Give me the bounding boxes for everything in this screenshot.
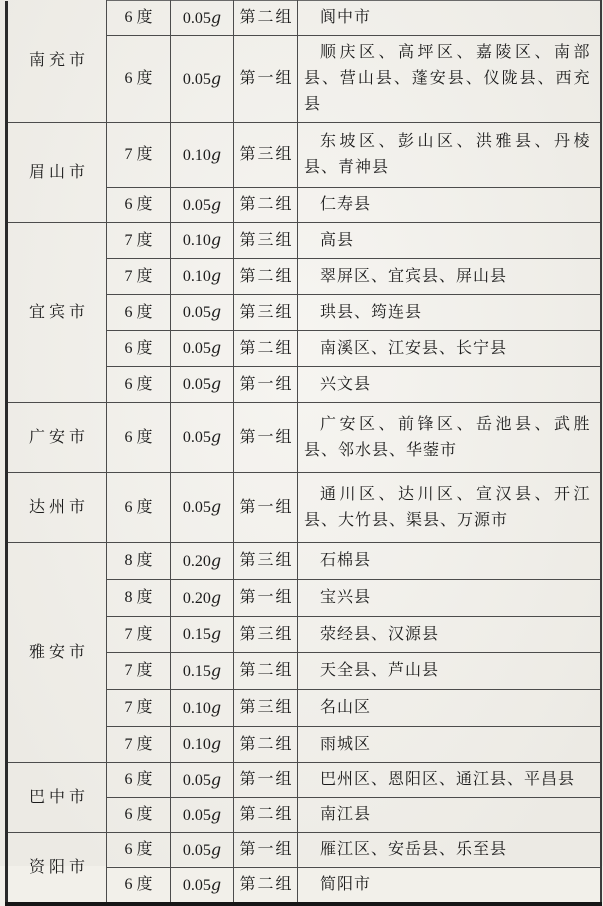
- acceleration-cell: [171, 403, 234, 473]
- table-row: [7, 833, 601, 868]
- acceleration-unit: g: [210, 230, 222, 249]
- intensity-cell: 6 度: [107, 367, 171, 403]
- areas-cell: 荥经县、汉源县: [298, 617, 601, 653]
- acceleration-value: 0.05: [182, 376, 211, 393]
- city-cell: 巴中市: [7, 763, 107, 833]
- group-cell: 第二组: [234, 259, 298, 295]
- acceleration-value: 0.20: [182, 589, 211, 607]
- acceleration-value: 0.15: [182, 626, 211, 643]
- acceleration-cell: [171, 543, 234, 580]
- areas-cell: 高县: [298, 223, 601, 259]
- acceleration-cell: [171, 295, 234, 331]
- acceleration-value: 0.10: [182, 232, 211, 249]
- acceleration-unit: g: [210, 804, 222, 824]
- group-cell: 第三组: [234, 690, 298, 727]
- areas-cell: 天全县、芦山县: [298, 653, 601, 690]
- acceleration-value: 0.05: [182, 429, 211, 446]
- acceleration-cell: [171, 868, 234, 905]
- acceleration-value: 0.20: [182, 552, 211, 570]
- table-row: [7, 1, 601, 36]
- acceleration-value: 0.10: [182, 146, 211, 164]
- group-cell: 第一组: [234, 580, 298, 617]
- acceleration-cell: [171, 798, 234, 833]
- acceleration-unit: g: [210, 427, 222, 446]
- group-cell: 第二组: [234, 331, 298, 367]
- group-cell: 第二组: [234, 798, 298, 833]
- areas-cell: 南溪区、江安县、长宁县: [298, 331, 601, 367]
- acceleration-value: 0.05: [182, 876, 211, 894]
- acceleration-unit: g: [210, 587, 222, 607]
- acceleration-cell: [171, 223, 234, 259]
- acceleration-value: 0.05: [182, 499, 211, 516]
- acceleration-unit: g: [210, 697, 222, 717]
- areas-cell: 简阳市: [298, 868, 601, 905]
- seismic-zoning-table: [5, 0, 602, 906]
- areas-cell: 石棉县: [298, 543, 601, 580]
- acceleration-unit: g: [210, 338, 222, 357]
- intensity-cell: 7 度: [107, 123, 171, 188]
- areas-cell: 仁寿县: [298, 188, 601, 223]
- acceleration-value: 0.10: [182, 268, 211, 285]
- areas-cell: 雁江区、安岳县、乐至县: [298, 833, 601, 868]
- acceleration-value: 0.10: [182, 736, 211, 753]
- acceleration-cell: [171, 473, 234, 543]
- acceleration-unit: g: [210, 374, 222, 393]
- acceleration-unit: g: [210, 497, 222, 516]
- group-cell: 第三组: [234, 295, 298, 331]
- acceleration-value: 0.05: [182, 9, 211, 27]
- city-cell: 资阳市: [7, 833, 107, 905]
- intensity-cell: 7 度: [107, 653, 171, 690]
- table-row: [7, 123, 601, 188]
- acceleration-unit: g: [210, 144, 222, 164]
- acceleration-value: 0.05: [182, 841, 211, 859]
- acceleration-value: 0.05: [182, 806, 211, 824]
- areas-cell: 兴文县: [298, 367, 601, 403]
- areas-cell: 东坡区、彭山区、洪雅县、丹棱县、青神县: [298, 123, 601, 188]
- acceleration-cell: [171, 763, 234, 798]
- acceleration-cell: [171, 727, 234, 763]
- group-cell: 第二组: [234, 188, 298, 223]
- areas-cell: 顺庆区、高坪区、嘉陵区、南部县、营山县、蓬安县、仪陇县、西充县: [298, 36, 601, 123]
- areas-cell: 南江县: [298, 798, 601, 833]
- intensity-cell: 6 度: [107, 403, 171, 473]
- intensity-cell: 8 度: [107, 543, 171, 580]
- group-cell: 第一组: [234, 36, 298, 123]
- acceleration-unit: g: [210, 68, 222, 88]
- intensity-cell: 6 度: [107, 833, 171, 868]
- group-cell: 第三组: [234, 617, 298, 653]
- acceleration-unit: g: [210, 194, 222, 214]
- group-cell: 第二组: [234, 868, 298, 905]
- table-row: [7, 543, 601, 580]
- areas-cell: 宝兴县: [298, 580, 601, 617]
- group-cell: 第一组: [234, 473, 298, 543]
- group-cell: 第三组: [234, 223, 298, 259]
- acceleration-cell: [171, 367, 234, 403]
- city-cell: 南充市: [7, 1, 107, 123]
- group-cell: 第二组: [234, 653, 298, 690]
- acceleration-value: 0.05: [182, 340, 211, 357]
- group-cell: 第一组: [234, 367, 298, 403]
- areas-cell: 巴州区、恩阳区、通江县、平昌县: [298, 763, 601, 798]
- group-cell: 第一组: [234, 403, 298, 473]
- acceleration-unit: g: [210, 550, 222, 570]
- acceleration-value: 0.05: [182, 304, 211, 321]
- table-row: [7, 403, 601, 473]
- intensity-cell: 7 度: [107, 617, 171, 653]
- intensity-cell: 7 度: [107, 727, 171, 763]
- acceleration-cell: [171, 617, 234, 653]
- acceleration-unit: g: [210, 660, 222, 680]
- table-row: [7, 223, 601, 259]
- intensity-cell: 6 度: [107, 36, 171, 123]
- city-cell: 宜宾市: [7, 223, 107, 403]
- acceleration-unit: g: [210, 734, 222, 753]
- acceleration-cell: [171, 188, 234, 223]
- areas-cell: 广安区、前锋区、岳池县、武胜县、邻水县、华蓥市: [298, 403, 601, 473]
- table-row: [7, 473, 601, 543]
- acceleration-value: 0.05: [182, 771, 211, 789]
- areas-cell: 阆中市: [298, 1, 601, 36]
- city-cell: 雅安市: [7, 543, 107, 763]
- table-row: [7, 763, 601, 798]
- intensity-cell: 6 度: [107, 331, 171, 367]
- acceleration-cell: [171, 36, 234, 123]
- acceleration-value: 0.15: [182, 662, 211, 680]
- intensity-cell: 7 度: [107, 690, 171, 727]
- acceleration-cell: [171, 331, 234, 367]
- acceleration-unit: g: [210, 302, 222, 321]
- areas-cell: 翠屏区、宜宾县、屏山县: [298, 259, 601, 295]
- intensity-cell: 8 度: [107, 580, 171, 617]
- areas-cell: 名山区: [298, 690, 601, 727]
- intensity-cell: 7 度: [107, 223, 171, 259]
- acceleration-value: 0.05: [182, 70, 211, 88]
- acceleration-unit: g: [210, 839, 222, 859]
- acceleration-cell: [171, 653, 234, 690]
- intensity-cell: 6 度: [107, 1, 171, 36]
- acceleration-cell: [171, 1, 234, 36]
- intensity-cell: 6 度: [107, 295, 171, 331]
- group-cell: 第一组: [234, 833, 298, 868]
- intensity-cell: 6 度: [107, 868, 171, 905]
- acceleration-cell: [171, 580, 234, 617]
- group-cell: 第三组: [234, 543, 298, 580]
- acceleration-value: 0.05: [182, 196, 211, 214]
- acceleration-cell: [171, 123, 234, 188]
- city-cell: 广安市: [7, 403, 107, 473]
- acceleration-unit: g: [210, 266, 222, 285]
- intensity-cell: 7 度: [107, 259, 171, 295]
- intensity-cell: 6 度: [107, 798, 171, 833]
- acceleration-unit: g: [210, 7, 222, 27]
- intensity-cell: 6 度: [107, 763, 171, 798]
- city-cell: 达州市: [7, 473, 107, 543]
- group-cell: 第二组: [234, 727, 298, 763]
- acceleration-cell: [171, 833, 234, 868]
- group-cell: 第一组: [234, 763, 298, 798]
- acceleration-unit: g: [210, 624, 222, 643]
- acceleration-value: 0.10: [182, 699, 211, 717]
- acceleration-unit: g: [210, 874, 222, 894]
- group-cell: 第三组: [234, 123, 298, 188]
- areas-cell: 雨城区: [298, 727, 601, 763]
- intensity-cell: 6 度: [107, 473, 171, 543]
- areas-cell: 通川区、达川区、宣汉县、开江县、大竹县、渠县、万源市: [298, 473, 601, 543]
- city-cell: 眉山市: [7, 123, 107, 223]
- acceleration-cell: [171, 690, 234, 727]
- areas-cell: 珙县、筠连县: [298, 295, 601, 331]
- group-cell: 第二组: [234, 1, 298, 36]
- acceleration-unit: g: [210, 769, 222, 789]
- acceleration-cell: [171, 259, 234, 295]
- intensity-cell: 6 度: [107, 188, 171, 223]
